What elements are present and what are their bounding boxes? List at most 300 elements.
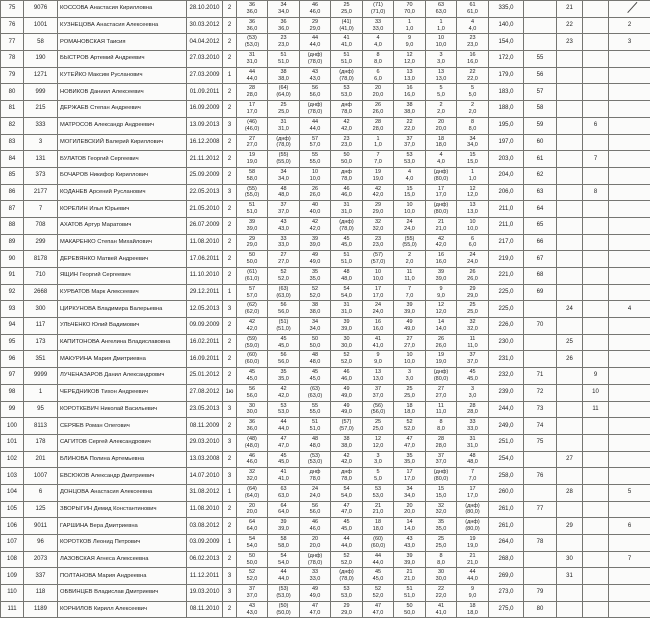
cell-place-girls (557, 51, 583, 68)
cell-bib-id: 351 (24, 351, 58, 368)
cell-total-points: 264,0 (489, 535, 524, 552)
cell-score-3: 40 40,0 (300, 201, 331, 218)
cell-place-girls (557, 501, 583, 518)
cell-score-2: 58 58,0 (268, 535, 300, 552)
cell-total-points: 154,0 (489, 34, 524, 51)
cell-place-overall: 78 (524, 535, 557, 552)
table-row (1, 434, 650, 451)
cell-bib-id: 2177 (24, 184, 58, 201)
cell-total-points: 221,0 (489, 268, 524, 285)
cell-total-points: 225,0 (489, 284, 524, 301)
cell-score-2: (51) (51,0) (268, 318, 300, 335)
cell-total-points: 275,0 (489, 601, 524, 618)
table-row (1, 251, 650, 268)
cell-score-1: 50 50,0 (237, 551, 268, 568)
cell-birth-date: 08.11.2009 (187, 418, 223, 435)
cell-total-points: 239,0 (489, 384, 524, 401)
cell-birth-date: 27.03.2009 (187, 67, 223, 84)
cell-category: 3 (223, 568, 237, 585)
cell-place-young-girls (609, 151, 650, 168)
cell-score-7: (днф) (80,0) (426, 368, 457, 385)
cell-score-1: 46 46,0 (237, 451, 268, 468)
cell-place-girls (557, 134, 583, 151)
cell-score-5: 12 12,0 (363, 434, 394, 451)
cell-place-young-boys (583, 468, 609, 485)
table-row (1, 134, 650, 151)
cell-category: 3 (223, 468, 237, 485)
cell-score-6: 39 39,0 (394, 301, 426, 318)
cell-score-4: днф 78,0 (331, 101, 363, 118)
cell-place-young-boys: 11 (583, 401, 609, 418)
cell-score-3: 43 43,0 (300, 67, 331, 84)
cell-total-points: 273,0 (489, 585, 524, 602)
cell-score-3: 49 49,0 (300, 251, 331, 268)
cell-score-3: 39 39,0 (300, 234, 331, 251)
cell-score-7: (днф) (80,0) (426, 167, 457, 184)
cell-bib-id: 299 (24, 234, 58, 251)
table-row (1, 67, 650, 84)
cell-name: ЕВСЮКОВ Александр Дмитриевич (58, 468, 187, 485)
cell-bib-id: 3 (24, 134, 58, 151)
cell-total-points: 258,0 (489, 468, 524, 485)
cell-score-8: 12 12,0 (457, 184, 489, 201)
cell-score-6: 13 13,0 (394, 67, 426, 84)
cell-score-3: 46 46,0 (300, 518, 331, 535)
cell-place-girls: 27 (557, 451, 583, 468)
cell-place-young-boys (583, 251, 609, 268)
cell-score-1: 29 29,0 (237, 234, 268, 251)
cell-score-2: 51 51,0 (268, 51, 300, 68)
cell-score-2: 56 56,0 (268, 301, 300, 318)
table-row (1, 117, 650, 134)
cell-place-young-girls (609, 268, 650, 285)
cell-place-young-girls: 4 (609, 301, 650, 318)
cell-birth-date: 06.02.2013 (187, 551, 223, 568)
cell-score-4: днф 78,0 (331, 167, 363, 184)
cell-score-2: 37 37,0 (268, 201, 300, 218)
cell-score-1: (60) (60,0) (237, 351, 268, 368)
cell-score-8: 31 31,0 (457, 434, 489, 451)
cell-category: 2 (223, 34, 237, 51)
cell-score-5: 16 16,0 (363, 318, 394, 335)
cell-score-6: 14 14,0 (394, 518, 426, 535)
cell-place-young-girls (609, 434, 650, 451)
cell-score-3: 33 33,0 (300, 568, 331, 585)
cell-category: 2 (223, 318, 237, 335)
cell-place-young-girls (609, 451, 650, 468)
cell-bib-id: 9076 (24, 1, 58, 18)
cell-score-2: (днф) (78,0) (268, 134, 300, 151)
cell-place-overall (524, 551, 557, 568)
cell-score-4: 49 49,0 (331, 401, 363, 418)
cell-birth-date: 25.09.2009 (187, 167, 223, 184)
cell-bib-id: 201 (24, 451, 58, 468)
cell-score-4: (днф) (78,0) (331, 67, 363, 84)
cell-name: КУТЕЙКО Максим Русланович (58, 67, 187, 84)
cell-bib-id: 215 (24, 101, 58, 118)
cell-score-6: 24 24,0 (394, 217, 426, 234)
cell-place-girls (557, 251, 583, 268)
cell-place-young-boys (583, 318, 609, 335)
cell-bib-id: 190 (24, 51, 58, 68)
cell-score-4: 52 52,0 (331, 551, 363, 568)
cell-birth-date: 25.01.2012 (187, 368, 223, 385)
cell-score-1: (64) (64,0) (237, 484, 268, 501)
cell-place-young-girls (609, 334, 650, 351)
cell-place-girls: 31 (557, 568, 583, 585)
cell-score-6: 12 12,0 (394, 51, 426, 68)
cell-place-young-boys (583, 34, 609, 51)
cell-category: 2 (223, 551, 237, 568)
cell-score-6: 35 35,0 (394, 451, 426, 468)
cell-score-1: 50 50,0 (237, 251, 268, 268)
cell-score-1: 51 51,0 (237, 201, 268, 218)
cell-score-8: 11 11,0 (457, 334, 489, 351)
cell-bib-id: 1007 (24, 468, 58, 485)
cell-place-girls (557, 368, 583, 385)
table-row (1, 1, 650, 18)
cell-score-3: (днф) (78,0) (300, 551, 331, 568)
cell-place-young-boys (583, 301, 609, 318)
cell-place-young-girls (609, 67, 650, 84)
cell-place-overall: 58 (524, 101, 557, 118)
cell-place-young-boys (583, 484, 609, 501)
cell-score-6: 47 47,0 (394, 434, 426, 451)
cell-score-7: 14 14,0 (426, 318, 457, 335)
cell-birth-date: 16.09.2011 (187, 351, 223, 368)
cell-bib-id: 9999 (24, 368, 58, 385)
cell-name: КУЗНЕЦОВА Анастасия Алексеевна (58, 17, 187, 34)
cell-name: БЛИНОВА Полина Артемьевна (58, 451, 187, 468)
cell-score-2: (50) (50,0) (268, 601, 300, 618)
cell-rank: 76 (1, 17, 24, 34)
cell-score-6: 70 70,0 (394, 1, 426, 18)
cell-score-5: (56) (56,0) (363, 401, 394, 418)
cell-total-points: 335,0 (489, 1, 524, 18)
cell-category: 2 (223, 234, 237, 251)
cell-score-8: 33 33,0 (457, 418, 489, 435)
cell-bib-id: 178 (24, 434, 58, 451)
cell-place-young-boys (583, 201, 609, 218)
table-row (1, 551, 650, 568)
cell-score-1: 28 28,0 (237, 84, 268, 101)
cell-category: 2 (223, 601, 237, 618)
cell-category: 2 (223, 101, 237, 118)
cell-score-8: 18 18,0 (457, 601, 489, 618)
cell-score-6: 38 38,0 (394, 101, 426, 118)
cell-rank: 93 (1, 301, 24, 318)
results-table-body (1, 1, 650, 618)
cell-place-girls (557, 535, 583, 552)
cell-place-overall: 62 (524, 167, 557, 184)
cell-score-4: 31 31,0 (331, 201, 363, 218)
cell-score-6: 1 1,0 (394, 17, 426, 34)
cell-score-8: 44 44,0 (457, 568, 489, 585)
cell-name: САГИТОВ Сергей Александрович (58, 434, 187, 451)
cell-bib-id: 2668 (24, 284, 58, 301)
cell-category: 2 (223, 84, 237, 101)
cell-score-6: 10 10,0 (394, 351, 426, 368)
cell-rank: 85 (1, 167, 24, 184)
cell-total-points: 140,0 (489, 17, 524, 34)
table-row (1, 167, 650, 184)
cell-score-3: 35 35,0 (300, 268, 331, 285)
cell-place-young-boys (583, 1, 609, 18)
cell-score-7: 12 12,0 (426, 301, 457, 318)
cell-score-2: (53) (53,0) (268, 585, 300, 602)
cell-score-8: 29 29,0 (457, 284, 489, 301)
cell-score-7: 15 15,0 (426, 484, 457, 501)
table-row (1, 17, 650, 34)
cell-name: КОРНИЛОВ Кирилл Алексеевич (58, 601, 187, 618)
cell-place-young-girls (609, 184, 650, 201)
cell-rank: 94 (1, 318, 24, 335)
cell-place-girls (557, 468, 583, 485)
cell-rank: 84 (1, 151, 24, 168)
cell-score-5: 4 4,0 (363, 34, 394, 51)
cell-place-young-boys (583, 418, 609, 435)
cell-place-young-boys (583, 101, 609, 118)
cell-place-young-girls (609, 585, 650, 602)
cell-category: 2 (223, 451, 237, 468)
table-row (1, 84, 650, 101)
cell-rank: 95 (1, 334, 24, 351)
cell-place-young-boys (583, 134, 609, 151)
cell-score-6: 7 7,0 (394, 284, 426, 301)
table-row (1, 585, 650, 602)
cell-score-4: 47 47,0 (331, 501, 363, 518)
cell-score-5: 47 47,0 (363, 601, 394, 618)
cell-score-8: 1 1,0 (457, 167, 489, 184)
cell-total-points: 225,0 (489, 301, 524, 318)
cell-bib-id: 173 (24, 334, 58, 351)
cell-birth-date: 04.04.2012 (187, 34, 223, 51)
cell-score-7: 21 21,0 (426, 217, 457, 234)
cell-score-3: 52 52,0 (300, 284, 331, 301)
cell-name: КОРОТКЕВИЧ Николай Васильевич (58, 401, 187, 418)
cell-bib-id: 118 (24, 585, 58, 602)
cell-score-6: 16 16,0 (394, 84, 426, 101)
cell-rank: 82 (1, 117, 24, 134)
cell-birth-date: 11.10.2010 (187, 268, 223, 285)
cell-score-8: 19 19,0 (457, 535, 489, 552)
cell-name: МАКУРИНА Мария Дмитриевна (58, 351, 187, 368)
table-row (1, 201, 650, 218)
cell-name: КАПИТОНОВА Ангелина Владиславовна (58, 334, 187, 351)
cell-score-8: 61 61,0 (457, 1, 489, 18)
cell-score-8: 28 28,0 (457, 401, 489, 418)
cell-score-6: 39 39,0 (394, 551, 426, 568)
cell-score-8: 24 24,0 (457, 251, 489, 268)
cell-place-young-girls (609, 468, 650, 485)
cell-place-girls (557, 585, 583, 602)
cell-rank: 90 (1, 251, 24, 268)
table-row (1, 418, 650, 435)
cell-score-6: 27 27,0 (394, 334, 426, 351)
cell-score-7: 17 17,0 (426, 184, 457, 201)
cell-place-girls (557, 268, 583, 285)
cell-score-3: 50 50,0 (300, 334, 331, 351)
cell-bib-id: 8178 (24, 251, 58, 268)
cell-place-overall (524, 351, 557, 368)
cell-score-2: (63) (63,0) (268, 284, 300, 301)
table-row (1, 468, 650, 485)
cell-category: 3 (223, 401, 237, 418)
cell-place-young-girls (609, 501, 650, 518)
cell-score-6: 25 25,0 (394, 384, 426, 401)
cell-name: КОРОТКОВ Леонид Петрович (58, 535, 187, 552)
cell-score-5: 24 24,0 (363, 301, 394, 318)
cell-score-8: 6 6,0 (457, 234, 489, 251)
cell-score-2: 36 36,0 (268, 17, 300, 34)
cell-name: КУРБАТОВ Марк Алексеевич (58, 284, 187, 301)
cell-score-2: 31 31,0 (268, 117, 300, 134)
cell-birth-date: 16.02.2011 (187, 334, 223, 351)
cell-bib-id: 1189 (24, 601, 58, 618)
cell-category: 2 (223, 1, 237, 18)
cell-score-8: 5 5,0 (457, 84, 489, 101)
cell-total-points: 211,0 (489, 217, 524, 234)
cell-score-5: 19 19,0 (363, 167, 394, 184)
cell-total-points: 179,0 (489, 67, 524, 84)
cell-total-points: 231,0 (489, 351, 524, 368)
cell-name: БУЛАТОВ Георгий Сергеевич (58, 151, 187, 168)
cell-total-points: 219,0 (489, 251, 524, 268)
cell-place-young-boys (583, 601, 609, 618)
cell-place-young-boys (583, 351, 609, 368)
cell-score-1: (48) (48,0) (237, 434, 268, 451)
table-row (1, 401, 650, 418)
cell-category: 2 (223, 201, 237, 218)
cell-score-3: (днф) (78,0) (300, 101, 331, 118)
cell-score-3: 34 34,0 (300, 318, 331, 335)
cell-category: 1 (223, 484, 237, 501)
cell-place-young-girls: 2 (609, 17, 650, 34)
cell-category: 3 (223, 434, 237, 451)
table-row (1, 284, 650, 301)
cell-rank: 99 (1, 401, 24, 418)
table-row (1, 217, 650, 234)
cell-place-young-girls (609, 368, 650, 385)
cell-category: 1 (223, 284, 237, 301)
cell-score-8: 7 7,0 (457, 468, 489, 485)
cell-score-4: (57) (57,0) (331, 418, 363, 435)
cell-bib-id: 95 (24, 401, 58, 418)
cell-score-1: (59) (59,0) (237, 334, 268, 351)
cell-score-2: 33 33,0 (268, 234, 300, 251)
cell-score-3: 46 46,0 (300, 1, 331, 18)
cell-score-6: 3 3,0 (394, 368, 426, 385)
cell-score-6: 9 9,0 (394, 34, 426, 51)
cell-place-young-girls (609, 401, 650, 418)
cell-place-young-boys (583, 568, 609, 585)
cell-name: ДЕРЕВЯНКО Матвей Андреевич (58, 251, 187, 268)
cell-rank: 110 (1, 585, 24, 602)
cell-rank: 98 (1, 384, 24, 401)
cell-category: 2 (223, 17, 237, 34)
cell-score-3: днф 78,0 (300, 468, 331, 485)
cell-score-5: 20 20,0 (363, 84, 394, 101)
cell-score-3: 20 20,0 (300, 535, 331, 552)
table-row (1, 101, 650, 118)
cell-place-girls (557, 217, 583, 234)
cell-name: НОВИКОВ Даниил Алексеевич (58, 84, 187, 101)
cell-birth-date: 21.11.2012 (187, 151, 223, 168)
cell-score-5: 13 13,0 (363, 368, 394, 385)
cell-bib-id: 6 (24, 484, 58, 501)
cell-score-4: 31 31,0 (331, 301, 363, 318)
cell-score-3: (53) (53,0) (300, 451, 331, 468)
cell-place-young-boys (583, 217, 609, 234)
cell-bib-id: 2073 (24, 551, 58, 568)
cell-score-6: 50 50,0 (394, 601, 426, 618)
cell-rank: 88 (1, 217, 24, 234)
cell-score-2: 47 47,0 (268, 434, 300, 451)
cell-score-4: 44 44,0 (331, 535, 363, 552)
cell-score-2: 54 54,0 (268, 551, 300, 568)
cell-score-7: 35 35,0 (426, 518, 457, 535)
table-row (1, 601, 650, 618)
cell-place-young-boys (583, 167, 609, 184)
cell-score-3: 56 56,0 (300, 501, 331, 518)
cell-bib-id: 9011 (24, 518, 58, 535)
cell-place-girls: 28 (557, 484, 583, 501)
cell-bib-id: 708 (24, 217, 58, 234)
cell-score-5: 52 52,0 (363, 585, 394, 602)
cell-score-5: 1 1,0 (363, 134, 394, 151)
cell-place-young-girls (609, 284, 650, 301)
cell-score-8: 3 3,0 (457, 384, 489, 401)
cell-place-young-girls (609, 167, 650, 184)
cell-place-overall: 56 (524, 67, 557, 84)
cell-bib-id: 300 (24, 301, 58, 318)
cell-total-points: 232,0 (489, 368, 524, 385)
cell-score-5: 42 42,0 (363, 184, 394, 201)
cell-birth-date: 11.08.2010 (187, 501, 223, 518)
cell-score-8: 9 9,0 (457, 585, 489, 602)
cell-place-young-boys: 6 (583, 117, 609, 134)
cell-total-points: 203,0 (489, 151, 524, 168)
cell-rank: 80 (1, 84, 24, 101)
cell-score-4: 48 48,0 (331, 268, 363, 285)
cell-score-7: 11 11,0 (426, 401, 457, 418)
cell-score-1: 43 43,0 (237, 601, 268, 618)
cell-place-overall (524, 301, 557, 318)
cell-place-girls: 24 (557, 301, 583, 318)
cell-score-7: 39 39,0 (426, 268, 457, 285)
cell-total-points: 230,0 (489, 334, 524, 351)
cell-score-2: 35 35,0 (268, 368, 300, 385)
cell-place-overall (524, 451, 557, 468)
cell-score-5: 32 32,0 (363, 217, 394, 234)
cell-score-2: 43 43,0 (268, 217, 300, 234)
cell-score-6: 52 52,0 (394, 418, 426, 435)
table-row (1, 334, 650, 351)
cell-score-3: 29 29,0 (300, 17, 331, 34)
cell-place-overall: 60 (524, 134, 557, 151)
cell-score-4: 54 54,0 (331, 284, 363, 301)
cell-score-5: 23 23,0 (363, 234, 394, 251)
cell-place-young-boys: 7 (583, 151, 609, 168)
table-row (1, 184, 650, 201)
cell-score-6: 17 17,0 (394, 468, 426, 485)
cell-place-young-girls: 7 (609, 551, 650, 568)
cell-place-overall: 61 (524, 151, 557, 168)
cell-rank: 103 (1, 468, 24, 485)
cell-score-4: 25 25,0 (331, 1, 363, 18)
cell-total-points: 261,0 (489, 518, 524, 535)
cell-score-8: (днф) (80,0) (457, 501, 489, 518)
